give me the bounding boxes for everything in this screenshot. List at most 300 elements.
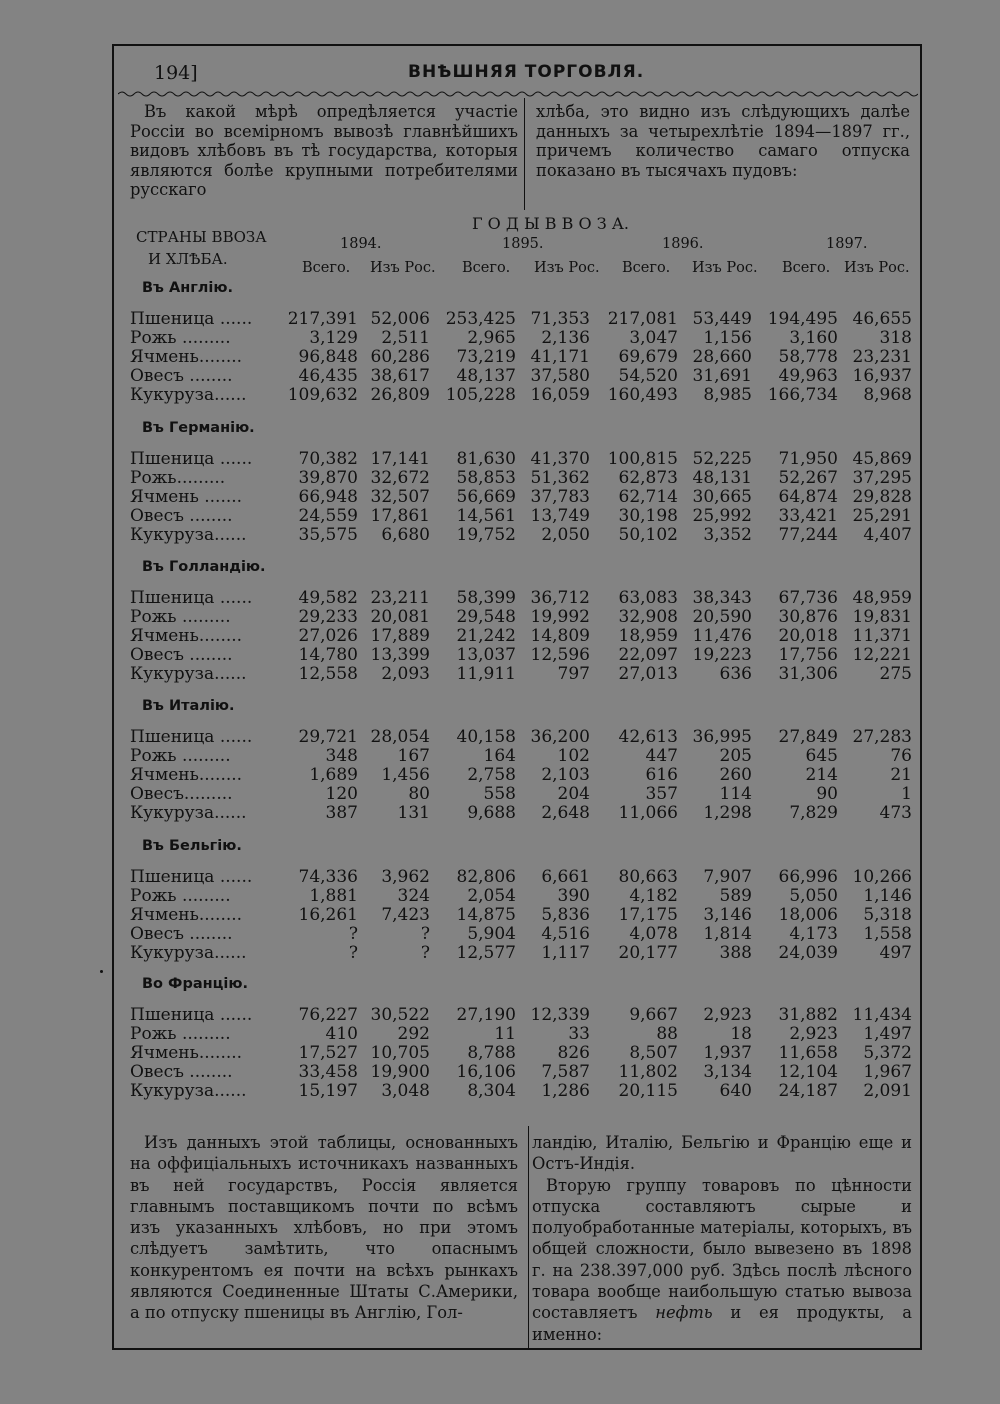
table-cell: 21 [890, 765, 912, 785]
table-cell: 40,158 [456, 727, 516, 747]
table-cell: 20,590 [692, 607, 752, 627]
table-cell: 3,047 [629, 328, 678, 348]
table-cell: 46,435 [298, 366, 358, 386]
table-cell: 131 [397, 803, 430, 823]
crop-label: Овесъ ........ [130, 507, 233, 525]
table-cell: 24,039 [778, 943, 838, 963]
intro-right-column: хлѣба, это видно изъ слѣдующихъ далѣе данныхъ за четырехлѣтіе 1894—1897 гг., причемъ количество самаго отпуска показано въ тысячахъ пудовъ: [536, 102, 910, 180]
crop-label: Кукуруза...... [130, 665, 247, 683]
table-cell: 20,115 [618, 1081, 678, 1101]
section-title: Въ Германію. [142, 420, 255, 436]
table-cell: 38,617 [370, 366, 430, 386]
table-cell: 37,580 [530, 366, 590, 386]
table-cell: 96,848 [298, 347, 358, 367]
table-cell: 10,705 [370, 1043, 430, 1063]
table-cell: 205 [719, 746, 752, 766]
table-row [114, 646, 920, 664]
table-cell: 100,815 [607, 449, 678, 469]
table-cell: 18 [730, 1024, 752, 1044]
section-title: Въ Италію. [142, 698, 235, 714]
table-cell: 114 [719, 784, 752, 804]
table-cell: 7,907 [703, 867, 752, 887]
table-cell: 31,882 [778, 1005, 838, 1025]
table-cell: 292 [397, 1024, 430, 1044]
table-cell: 53,449 [692, 309, 752, 329]
table-row [114, 785, 920, 803]
table-row [114, 1006, 920, 1024]
table-cell: 48,959 [852, 588, 912, 608]
table-cell: 51,362 [530, 468, 590, 488]
table-cell: 11,802 [618, 1062, 678, 1082]
table-cell: ? [420, 943, 430, 963]
outro-right-para-1: ландію, Италію, Бельгію и Францію еще и Остъ-Индія. [532, 1133, 912, 1174]
table-cell: 17,175 [618, 905, 678, 925]
crop-label: Ячмень ....... [130, 488, 243, 506]
table-cell: 41,370 [530, 449, 590, 469]
table-cell: 14,875 [456, 905, 516, 925]
table-cell: 52,006 [370, 309, 430, 329]
table-cell: 348 [325, 746, 358, 766]
table-cell: 2,965 [467, 328, 516, 348]
table-cell: 105,228 [445, 385, 516, 405]
table-cell: 23,211 [370, 588, 430, 608]
table-cell: 71,950 [778, 449, 838, 469]
table-cell: 4,407 [863, 525, 912, 545]
table-cell: 164 [483, 746, 516, 766]
table-cell: 3,048 [381, 1081, 430, 1101]
table-cell: 27,026 [298, 626, 358, 646]
crop-label: Рожь ......... [130, 887, 231, 905]
table-row [114, 766, 920, 784]
sub-header: Всего. [302, 260, 351, 276]
table-cell: 2,103 [541, 765, 590, 785]
table-cell: 54,520 [618, 366, 678, 386]
table-cell: 16,261 [298, 905, 358, 925]
table-cell: 32,672 [370, 468, 430, 488]
table-cell: 24,559 [298, 506, 358, 526]
crop-label: Овесъ ........ [130, 1063, 233, 1081]
table-cell: 88 [656, 1024, 678, 1044]
crop-label: Овесъ ........ [130, 367, 233, 385]
crop-label: Овесъ......... [130, 785, 233, 803]
crop-label: Кукуруза...... [130, 386, 247, 404]
table-cell: 640 [719, 1081, 752, 1101]
table-cell: 5,904 [467, 924, 516, 944]
table-cell: 17,527 [298, 1043, 358, 1063]
table-cell: 19,223 [692, 645, 752, 665]
table-cell: 48,131 [692, 468, 752, 488]
table-cell: 2,093 [381, 664, 430, 684]
table-cell: 36,995 [692, 727, 752, 747]
table-cell: 8,788 [467, 1043, 516, 1063]
table-cell: 11,371 [852, 626, 912, 646]
table-cell: 4,078 [629, 924, 678, 944]
table-cell: 1,286 [541, 1081, 590, 1101]
table-cell: 19,992 [530, 607, 590, 627]
table-cell: 29,548 [456, 607, 516, 627]
crop-label: Ячмень........ [130, 1044, 243, 1062]
table-row [114, 386, 920, 404]
table-cell: 4,182 [629, 886, 678, 906]
table-cell: 102 [557, 746, 590, 766]
table-cell: 7,423 [381, 905, 430, 925]
table-cell: 204 [557, 784, 590, 804]
table-cell: 28,660 [692, 347, 752, 367]
table-row [114, 665, 920, 683]
table-cell: 20,018 [778, 626, 838, 646]
table-row [114, 507, 920, 525]
crop-label: Пшеница ...... [130, 868, 253, 886]
table-cell: 214 [805, 765, 838, 785]
table-cell: 9,688 [467, 803, 516, 823]
table-cell: 45,869 [852, 449, 912, 469]
table-cell: 33,458 [298, 1062, 358, 1082]
table-cell: 1,814 [703, 924, 752, 944]
table-cell: 2,648 [541, 803, 590, 823]
table-cell: 24,187 [778, 1081, 838, 1101]
table-cell: 390 [557, 886, 590, 906]
table-cell: 37,295 [852, 468, 912, 488]
table-row [114, 887, 920, 905]
table-cell: 12,577 [456, 943, 516, 963]
table-row [114, 627, 920, 645]
section-title: Въ Голландію. [142, 559, 266, 575]
table-cell: 12,339 [530, 1005, 590, 1025]
table-cell: 260 [719, 765, 752, 785]
table-cell: 7,829 [789, 803, 838, 823]
outro-right-text: Вторую группу товаровъ по цѣнности отпуска составляютъ сырые и полуобработанные матеріалы, которыхъ, въ общей сложности, было вывезено въ 1898 г. на 238.397,000 руб. Здѣсь послѣ лѣсного товара вообще наибольшую статью вывоза составляетъ [532, 1175, 912, 1323]
table-cell: 447 [645, 746, 678, 766]
table-cell: 2,054 [467, 886, 516, 906]
crop-label: Кукуруза...... [130, 1082, 247, 1100]
table-row [114, 747, 920, 765]
table-row [114, 450, 920, 468]
table-cell: 49,582 [298, 588, 358, 608]
table-cell: 17,861 [370, 506, 430, 526]
table-cell: 52,267 [778, 468, 838, 488]
table-cell: 11 [494, 1024, 516, 1044]
table-cell: 11,911 [456, 664, 516, 684]
table-cell: 23,231 [852, 347, 912, 367]
year-1896: 1896. [662, 236, 704, 252]
table-cell: 60,286 [370, 347, 430, 367]
table-row [114, 589, 920, 607]
table-cell: 10,266 [852, 867, 912, 887]
table-cell: 1 [901, 784, 912, 804]
table-cell: 30,198 [618, 506, 678, 526]
table-cell: 5,318 [863, 905, 912, 925]
table-cell: 20,081 [370, 607, 430, 627]
table-cell: 387 [325, 803, 358, 823]
table-cell: 21,242 [456, 626, 516, 646]
sub-header: Всего. [462, 260, 511, 276]
table-cell: 58,399 [456, 588, 516, 608]
table-cell: 2,923 [703, 1005, 752, 1025]
table-cell: 52,225 [692, 449, 752, 469]
table-row [114, 728, 920, 746]
table-cell: 2,758 [467, 765, 516, 785]
table-cell: 6,661 [541, 867, 590, 887]
table-cell: 17,756 [778, 645, 838, 665]
table-cell: 29,233 [298, 607, 358, 627]
table-cell: 3,160 [789, 328, 838, 348]
row-header-line-2: И ХЛѢБА. [148, 250, 228, 268]
table-cell: 17,889 [370, 626, 430, 646]
crop-label: Рожь ......... [130, 329, 231, 347]
table-cell: 27,849 [778, 727, 838, 747]
crop-label: Овесъ ........ [130, 925, 233, 943]
table-cell: 2,050 [541, 525, 590, 545]
table-cell: 275 [879, 664, 912, 684]
table-cell: 80 [408, 784, 430, 804]
table-cell: 5,050 [789, 886, 838, 906]
table-cell: 18,006 [778, 905, 838, 925]
table-row [114, 488, 920, 506]
table-cell: 2,511 [381, 328, 430, 348]
table-cell: 33,421 [778, 506, 838, 526]
crop-label: Ячмень........ [130, 627, 243, 645]
year-1894: 1894. [340, 236, 382, 252]
table-row [114, 310, 920, 328]
table-cell: 69,679 [618, 347, 678, 367]
table-cell: 4,516 [541, 924, 590, 944]
table-cell: 81,630 [456, 449, 516, 469]
crop-label: Пшеница ...... [130, 1006, 253, 1024]
table-cell: 27,190 [456, 1005, 516, 1025]
table-cell: 38,343 [692, 588, 752, 608]
section-title: Въ Бельгію. [142, 838, 242, 854]
table-cell: 90 [816, 784, 838, 804]
table-cell: 19,900 [370, 1062, 430, 1082]
table-cell: 29,828 [852, 487, 912, 507]
table-cell: 3,146 [703, 905, 752, 925]
table-row [114, 804, 920, 822]
table-cell: 42,613 [618, 727, 678, 747]
sub-header: Изъ Рос. [692, 260, 758, 276]
row-header-line-1: СТРАНЫ ВВОЗА [136, 228, 267, 246]
table-cell: 8,968 [863, 385, 912, 405]
table-cell: 3,134 [703, 1062, 752, 1082]
table-cell: 1,117 [541, 943, 590, 963]
table-cell: 70,382 [298, 449, 358, 469]
table-cell: 31,691 [692, 366, 752, 386]
table-cell: 1,456 [381, 765, 430, 785]
table-cell: 16,059 [530, 385, 590, 405]
crop-label: Кукуруза...... [130, 804, 247, 822]
wavy-rule [118, 90, 918, 98]
table-cell: 26,809 [370, 385, 430, 405]
sub-header: Изъ Рос. [370, 260, 436, 276]
table-cell: 77,244 [778, 525, 838, 545]
table-cell: 2,923 [789, 1024, 838, 1044]
crop-label: Кукуруза...... [130, 526, 247, 544]
table-row [114, 608, 920, 626]
table-cell: 50,102 [618, 525, 678, 545]
table-cell: 31,306 [778, 664, 838, 684]
table-cell: 66,996 [778, 867, 838, 887]
table-cell: 589 [719, 886, 752, 906]
outro-right-para-2 [532, 1175, 912, 1345]
table-row [114, 1063, 920, 1081]
sub-header: Изъ Рос. [844, 260, 910, 276]
table-cell: 35,575 [298, 525, 358, 545]
outro-right-text-end: и ея продукты, а именно: [532, 1303, 912, 1344]
table-cell: 11,434 [852, 1005, 912, 1025]
crop-label: Рожь ......... [130, 608, 231, 626]
table-cell: 30,876 [778, 607, 838, 627]
table-cell: 71,353 [530, 309, 590, 329]
table-cell: 73,219 [456, 347, 516, 367]
crop-label: Пшеница ...... [130, 728, 253, 746]
table-cell: 12,558 [298, 664, 358, 684]
table-row [114, 1025, 920, 1043]
table-cell: ? [348, 924, 358, 944]
crop-label: Ячмень........ [130, 766, 243, 784]
table-cell: 410 [325, 1024, 358, 1044]
table-cell: 8,985 [703, 385, 752, 405]
table-cell: 324 [397, 886, 430, 906]
crop-label: Рожь ......... [130, 747, 231, 765]
table-cell: 48,137 [456, 366, 516, 386]
table-cell: 1,156 [703, 328, 752, 348]
table-cell: 37,783 [530, 487, 590, 507]
table-cell: 13,037 [456, 645, 516, 665]
outro-column-divider [528, 1126, 529, 1348]
page-header [114, 62, 920, 92]
table-cell: 64,874 [778, 487, 838, 507]
table-cell: 56,669 [456, 487, 516, 507]
table-cell: 473 [879, 803, 912, 823]
table-cell: 36,712 [530, 588, 590, 608]
table-cell: 5,836 [541, 905, 590, 925]
table-cell: 166,734 [767, 385, 838, 405]
table-cell: 80,663 [618, 867, 678, 887]
table-cell: 17,141 [370, 449, 430, 469]
table-cell: 2,091 [863, 1081, 912, 1101]
table-row [114, 944, 920, 962]
table-cell: 30,522 [370, 1005, 430, 1025]
table-cell: 120 [325, 784, 358, 804]
page [112, 44, 922, 1350]
table-cell: 32,908 [618, 607, 678, 627]
table-cell: 19,752 [456, 525, 516, 545]
table-cell: 12,596 [530, 645, 590, 665]
table-cell: 67,736 [778, 588, 838, 608]
table-cell: 7,587 [541, 1062, 590, 1082]
table-cell: 497 [879, 943, 912, 963]
crop-label: Пшеница ...... [130, 310, 253, 328]
table-cell: 66,948 [298, 487, 358, 507]
table-cell: 6,680 [381, 525, 430, 545]
table-cell: 14,780 [298, 645, 358, 665]
table-cell: 194,495 [767, 309, 838, 329]
page-number: 194] [154, 62, 198, 84]
table-cell: 58,853 [456, 468, 516, 488]
table-cell: 8,507 [629, 1043, 678, 1063]
table-row [114, 367, 920, 385]
table-cell: 18,959 [618, 626, 678, 646]
ink-speck [100, 970, 103, 973]
table-cell: 14,561 [456, 506, 516, 526]
table-cell: 645 [805, 746, 838, 766]
group-header: Г О Д Ы В В О З А. [472, 214, 629, 233]
table-cell: 558 [483, 784, 516, 804]
intro-column-divider [524, 98, 525, 210]
crop-label: Пшеница ...... [130, 450, 253, 468]
table-cell: 167 [397, 746, 430, 766]
table-row [114, 1082, 920, 1100]
table-cell: 36,200 [530, 727, 590, 747]
section-title: Въ Англію. [142, 280, 234, 296]
table-cell: 20,177 [618, 943, 678, 963]
sub-header: Изъ Рос. [534, 260, 600, 276]
table-cell: 1,881 [309, 886, 358, 906]
table-cell: 28,054 [370, 727, 430, 747]
table-row [114, 906, 920, 924]
crop-label: Рожь......... [130, 469, 226, 487]
table-cell: 74,336 [298, 867, 358, 887]
table-cell: 25,992 [692, 506, 752, 526]
table-cell: 62,714 [618, 487, 678, 507]
table-cell: 160,493 [607, 385, 678, 405]
table-cell: 1,937 [703, 1043, 752, 1063]
crop-label: Рожь ......... [130, 1025, 231, 1043]
table-cell: 62,873 [618, 468, 678, 488]
table-cell: 1,967 [863, 1062, 912, 1082]
crop-label: Овесъ ........ [130, 646, 233, 664]
year-1897: 1897. [826, 236, 868, 252]
table-cell: 3,129 [309, 328, 358, 348]
table-cell: 3,962 [381, 867, 430, 887]
table-cell: ? [348, 943, 358, 963]
table-cell: 33 [568, 1024, 590, 1044]
section-title: Во Францію. [142, 976, 248, 992]
table-cell: 41,171 [530, 347, 590, 367]
table-cell: 11,476 [692, 626, 752, 646]
table-row [114, 868, 920, 886]
table-cell: 1,497 [863, 1024, 912, 1044]
table-row [114, 526, 920, 544]
table-row [114, 348, 920, 366]
table-cell: 217,081 [607, 309, 678, 329]
table-cell: 109,632 [287, 385, 358, 405]
table-cell: ? [420, 924, 430, 944]
table-row [114, 329, 920, 347]
table-cell: 797 [557, 664, 590, 684]
table-cell: 11,658 [778, 1043, 838, 1063]
table-row [114, 925, 920, 943]
table-cell: 49,963 [778, 366, 838, 386]
sub-header: Всего. [782, 260, 831, 276]
table-cell: 27,013 [618, 664, 678, 684]
table-cell: 1,298 [703, 803, 752, 823]
table-cell: 14,809 [530, 626, 590, 646]
outro-right-emphasis: нефть [655, 1303, 713, 1323]
table-cell: 16,106 [456, 1062, 516, 1082]
table-cell: 318 [879, 328, 912, 348]
table-cell: 76 [890, 746, 912, 766]
crop-label: Ячмень........ [130, 348, 243, 366]
table-cell: 13,749 [530, 506, 590, 526]
table-cell: 25,291 [852, 506, 912, 526]
outro-right-column [532, 1132, 912, 1345]
table-cell: 217,391 [287, 309, 358, 329]
table-cell: 19,831 [852, 607, 912, 627]
sub-header: Всего. [622, 260, 671, 276]
table-cell: 13,399 [370, 645, 430, 665]
table-cell: 12,104 [778, 1062, 838, 1082]
table-cell: 636 [719, 664, 752, 684]
